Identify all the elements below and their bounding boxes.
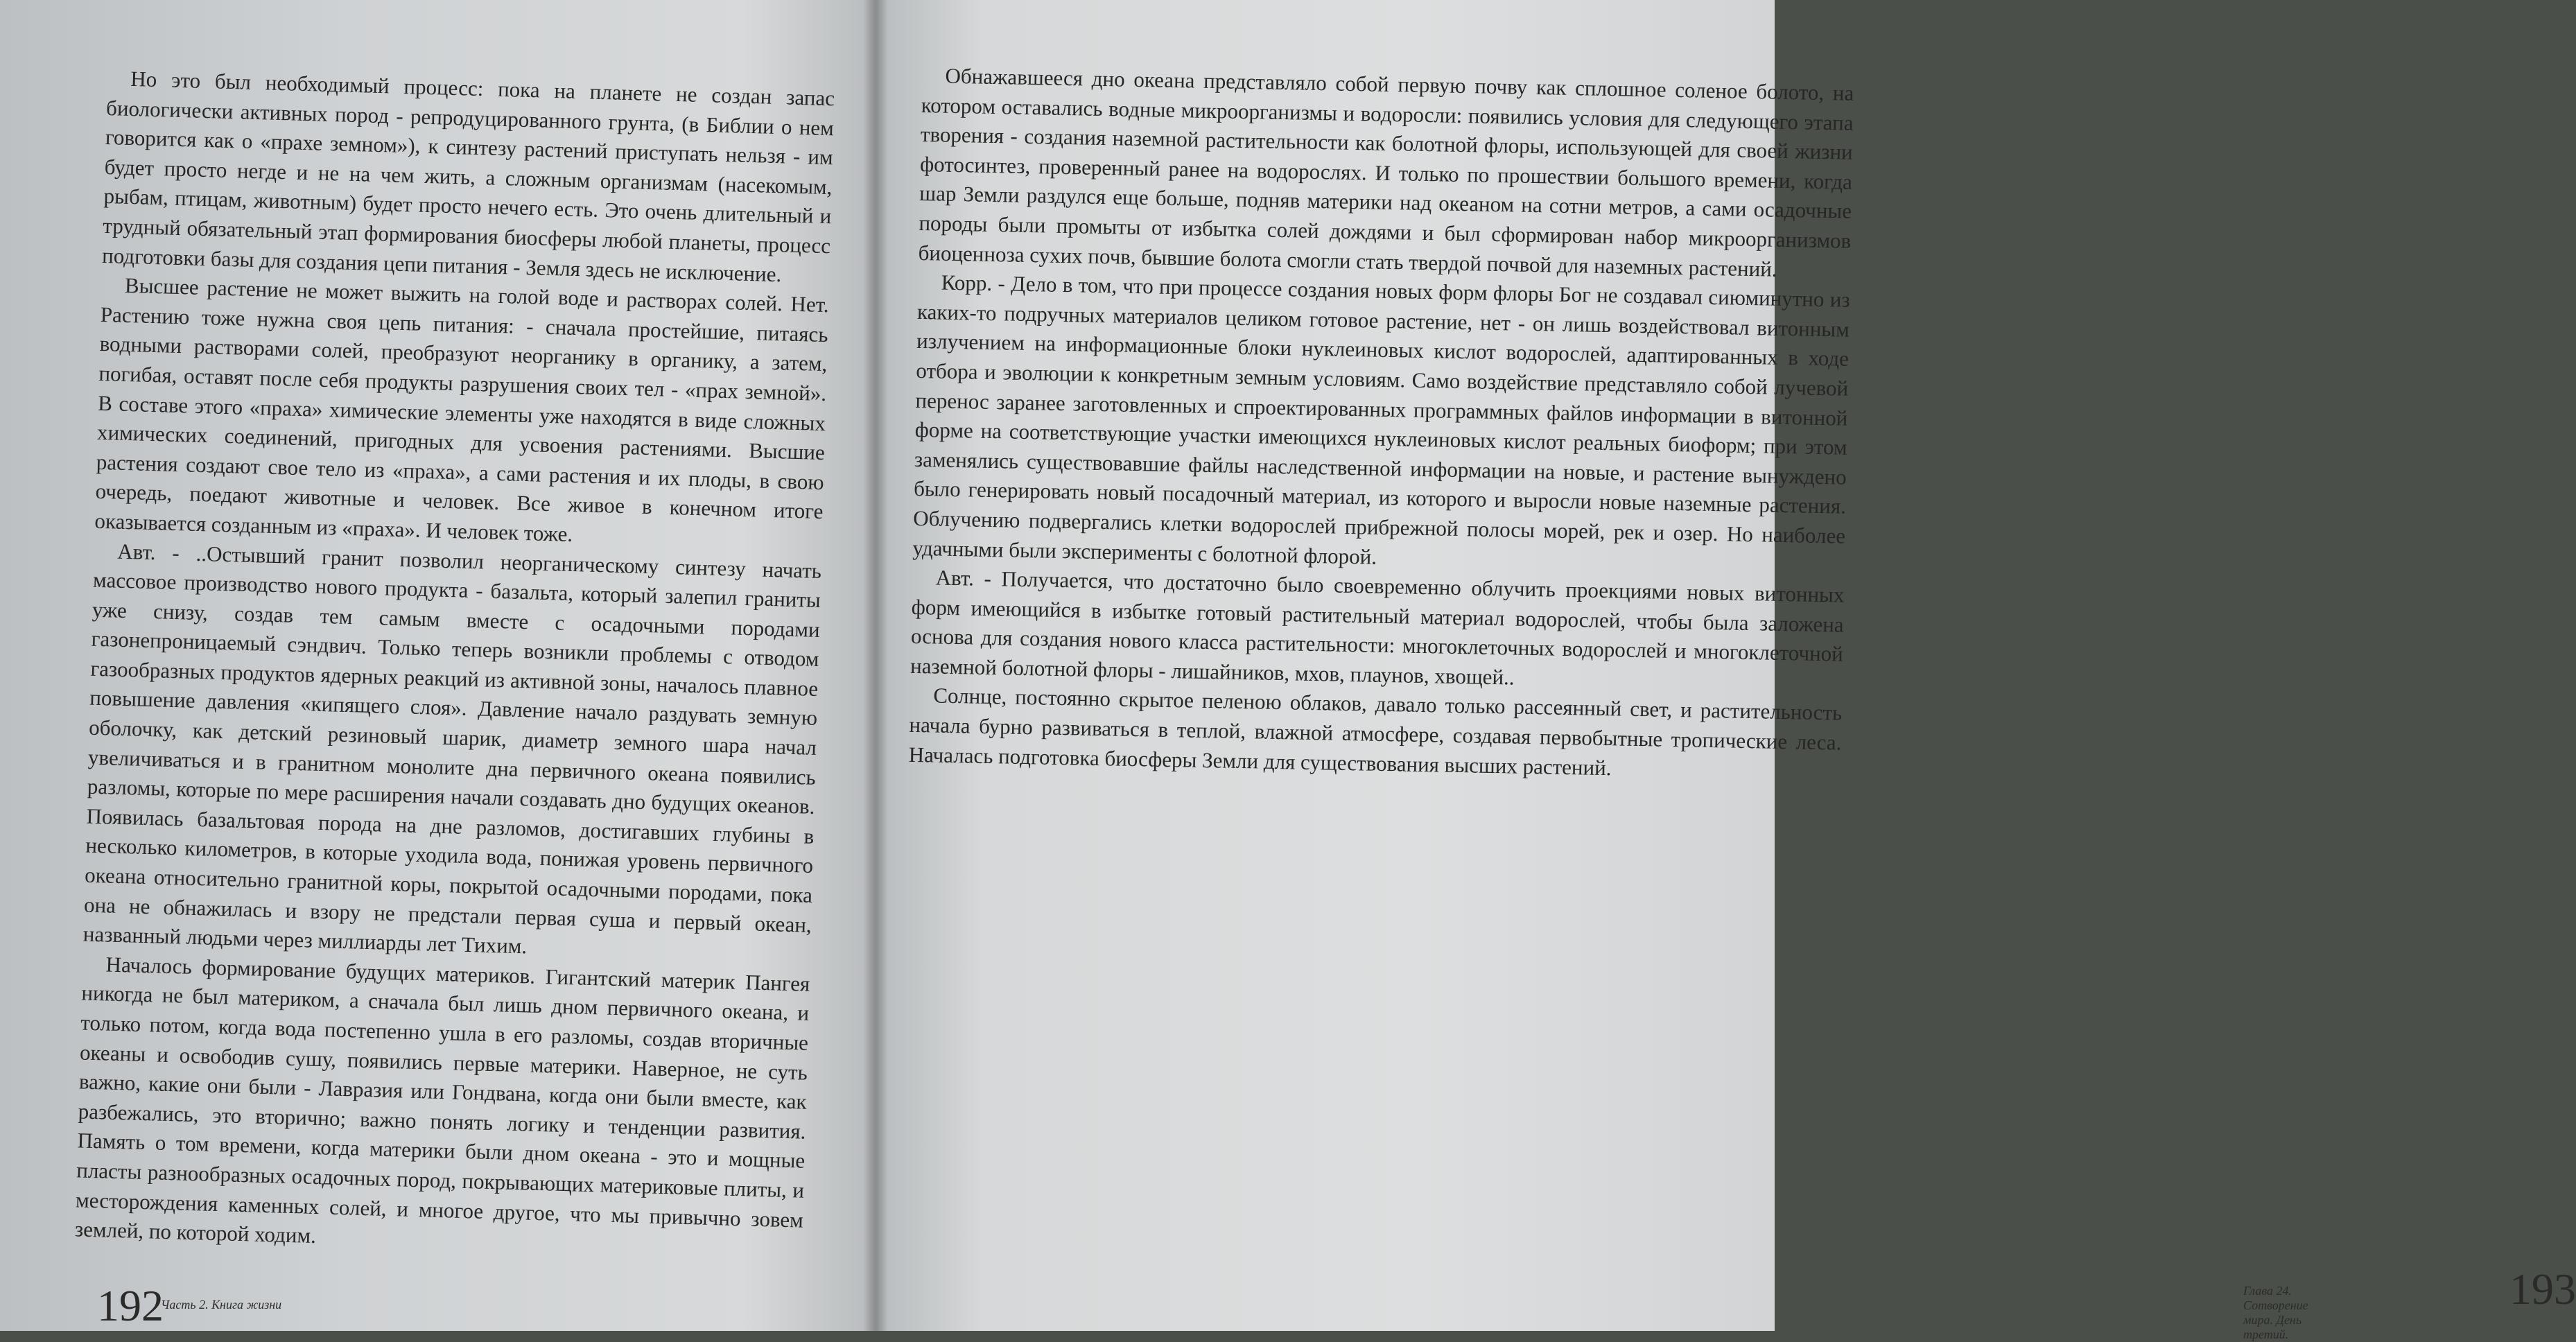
right-page-text — [908, 61, 1854, 787]
running-head: Часть 2. Книга жизни — [161, 1298, 282, 1312]
paragraph: Солнце, постоянно скрытое пеленою облаков, давало только рассеянный свет, и растительность начала бурно развиваться в теплой, влажной атмосфере, создавая первобытные тропические леса. Началась подготовка биосферы Земли для существования высших растений. — [908, 683, 1843, 780]
paragraph: Обнажавшееся дно океана представляло собой первую почву как сплошное соленое болото, на котором оставались водные микроорганизмы и водоросли: появились условия для следующего этапа творения - создания наземной растительности как болотной флоры, использующей для своей жизни фотосинтез, проверенный ранее на водорослях. И только по прошествии большого времени, когда шар Земли раздулся еще больше, подняв материки над океаном на сотни метров, а сами осадочные породы были промыты от избытка солей дождями и был сформирован набор микроорганизмов биоценноза сухих почв, бывшие болота смогли стать твердой почвой для наземных растений. — [918, 63, 1854, 281]
running-head: Глава 24. Сотворение мира. День третий. — [2243, 1284, 2308, 1341]
paragraph: Началось формирование будущих материков. Гигантский материк Пангея никогда не был материком, а сначала был лишь дном первичного океана, и только потом, когда вода постепенно ушла в его разломы, создав вторичные океаны и освободив сушу, появились первые материки. Наверное, не суть важно, какие они были - Лавразия или Гондвана, когда они были вместе, как разбежались, это вторично; важно понять логику и тенденции развития. Память о том времени, когда материки были дном океана - это и мощные пласты разнообразных осадочных пород, покрывающих материковые плиты, и месторождения каменных солей, и многое другое, что мы привычно зовем землей, по которой ходим. — [74, 952, 810, 1248]
page-number: 193 — [2509, 1264, 2576, 1314]
left-page-text — [74, 64, 835, 1264]
paragraph: Авт. - Получается, что достаточно было своевременно облучить проекциями новых витонных форм имеющийся в избытке готовый растительный материал водорослей, чтобы была заложена основа для создания нового класса растительности: многоклеточных водорослей и многоклеточной наземной болотной флоры - лишайников, мхов, плаунов, хвощей.. — [910, 565, 1845, 690]
paragraph: Но это был необходимый процесс: пока на планете не создан запас биологически активных пород - репродуцированного грунта, (в Библии о нем говорится как о «прахе земном»), к синтезу растений приступать нельзя - им будет просто негде и не на чем жить, а сложным организмам (насекомым, рыбам, птицам, животным) будет просто нечего есть. Это очень длительный и трудный обязательный этап формирования биосферы любой планеты, процесс подготовки базы для создания цепи питания - Земля здесь не исключение. — [101, 66, 835, 286]
paragraph: Высшее растение не может выжить на голой воде и растворах солей. Нет. Растению тоже нужна своя цепь питания: - сначала простейшие, питаясь водными растворами солей, преобразуют неорганику в органику, а затем, погибая, оставят после себя продукты разрушения своих тел - «прах земной». В составе этого «праха» химические элементы уже находятся в виде сложных химических соединений, пригодных для усвоения растениями. Высшие растения создают свое тело из «праха», а сами растения и их плоды, в свою очередь, поедают животные и человек. Все живое в конечном итоге оказывается созданным из «праха». И человек тоже. — [94, 272, 830, 546]
book-gutter — [863, 0, 888, 1331]
paragraph: Авт. - ..Остывший гранит позволил неорганическому синтезу начать массовое производство нового продукта - базальта, который залепил граниты уже снизу, создав тем самым вместе с осадочными породами газонепроницаемый сэндвич. Только теперь возникли проблемы с отводом газообразных продуктов ядерных реакций из активной зоны, началось плавное повышение давления «кипящего слоя». Давление начало раздувать земную оболочку, как детский резиновый шарик, диаметр земного шара начал увеличиваться и в гранитном монолите дна первичного океана появились разломы, которые по мере расширения начали создавать дно будущих океанов. Появилась базальтовая порода на дне разломов, достигавших глубины в несколько километров, в которые уходила вода, понижая уровень первичного океана относительно гранитной коры, покрытой осадочными породами, пока она не обнажилась и взору не предстали первая суша и первый океан, названный людьми через миллиарды лет Тихим. — [82, 539, 822, 959]
page-number: 192 — [97, 1281, 164, 1330]
left-page — [0, 0, 875, 1331]
paragraph: Корр. - Дело в том, что при процессе создания новых форм флоры Бог не создавал сиюминутно из каких-то подручных материалов целиком готовое растение, нет - он лишь воздействовал витонным излучением на информационные блоки нуклеиновых кислот водорослей, адаптированных в ходе отбора и эволюции к конкретным земным условиям. Само воздействие представляло собой лучевой перенос заранее заготовленных и спроектированных программных файлов информации в витонной форме на соответствующие участки имеющихся нуклеиновых кислот реальных биоформ; при этом заменялись существовавшие файлы наследственной информации на новые, и растение вынуждено было генерировать новый посадочный материал, из которого и выросли новые наземные растения. Облучению подвергались клетки водорослей прибрежной полосы морей, рек и озер. Но наиболее удачными были эксперименты с болотной флорой. — [912, 270, 1850, 569]
right-page — [875, 0, 2576, 1341]
